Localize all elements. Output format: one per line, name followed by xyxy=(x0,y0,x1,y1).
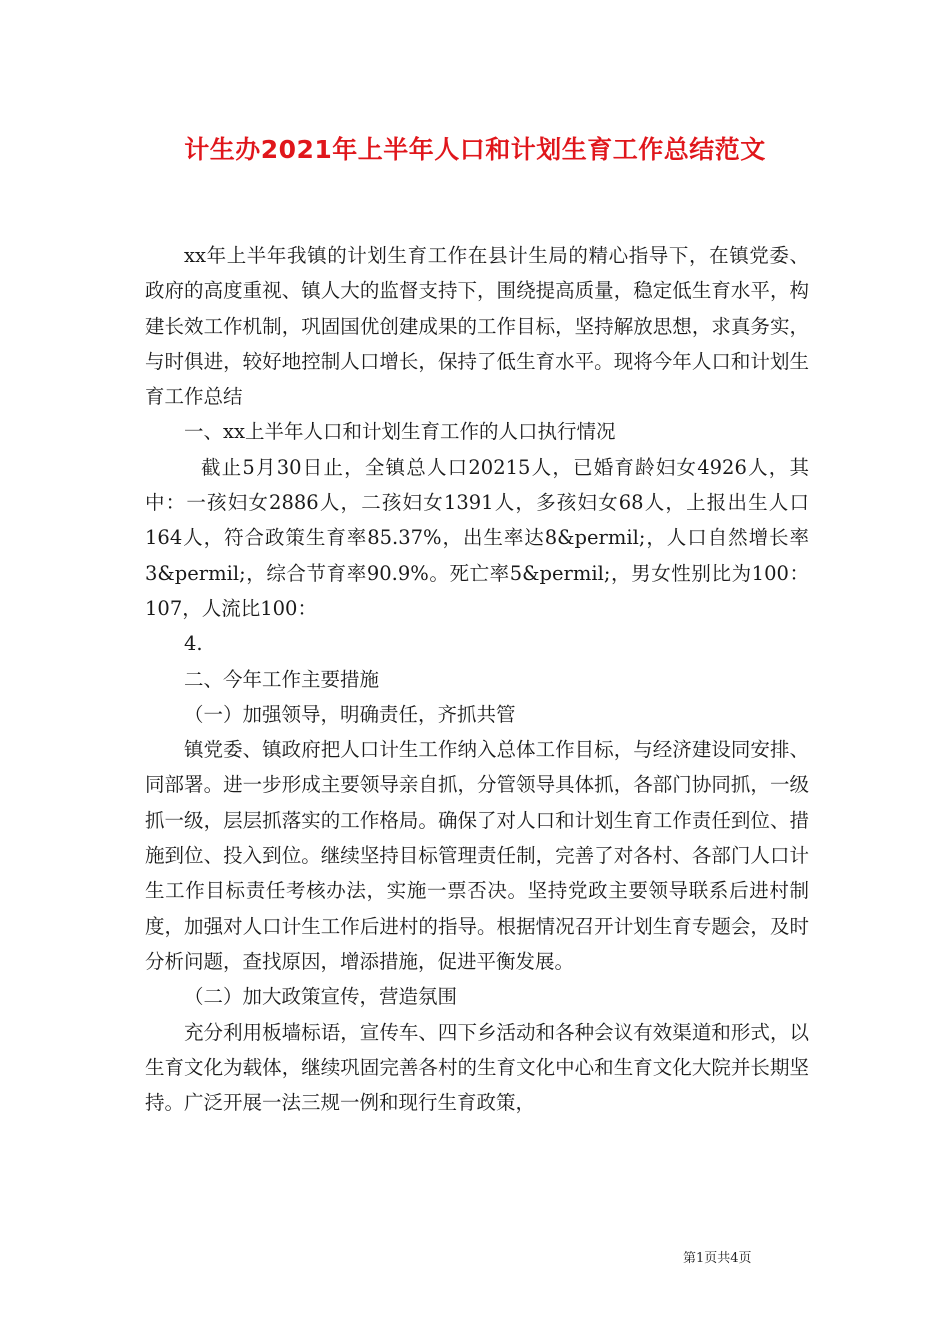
document-title: 计生办2021年上半年人口和计划生育工作总结范文 xyxy=(184,135,766,164)
page-number: 第1页共4页 xyxy=(683,1251,752,1266)
subsection-heading-1: （一）加强领导，明确责任，齐抓共管 xyxy=(184,702,516,726)
paragraph-statistics: 截止5月30日止，全镇总人口20215人，已婚育龄妇女4926人，其中：一孩妇女2886人，二孩妇女1391人，多孩妇女68人，上报出生人口164人，符合政策生育率85.37%，出生率达8&permil;，人口自然增长率3&permil;，综合节育率90.9%。死亡率5&permil;，男女性别比为100：107，人流比100： xyxy=(145,455,809,620)
document-body xyxy=(145,238,809,1120)
paragraph-statistics-end: 4. xyxy=(184,632,203,656)
section-heading-2: 二、今年工作主要措施 xyxy=(184,667,380,691)
paragraph-leadership: 镇党委、镇政府把人口计生工作纳入总体工作目标，与经济建设同安排、同部署。进一步形成主要领导亲自抓，分管领导具体抓，各部门协同抓，一级抓一级，层层抓落实的工作格局。确保了对人口和计划生育工作责任到位、措施到位、投入到位。继续坚持目标管理责任制，完善了对各村、各部门人口计生工作目标责任考核办法，实施一票否决。坚持党政主要领导联系后进村制度，加强对人口计生工作后进村的指导。根据情况召开计划生育专题会，及时分析问题，查找原因，增添措施，促进平衡发展。 xyxy=(145,738,809,973)
paragraph-intro: xx年上半年我镇的计划生育工作在县计生局的精心指导下，在镇党委、政府的高度重视、镇人大的监督支持下，围绕提高质量，稳定低生育水平，构建长效工作机制，巩固国优创建成果的工作目标，坚持解放思想，求真务实，与时俱进，较好地控制人口增长，保持了低生育水平。现将今年人口和计划生育工作总结 xyxy=(145,244,809,409)
subsection-heading-2: （二）加大政策宣传，营造氛围 xyxy=(184,985,458,1009)
paragraph-publicity: 充分利用板墙标语，宣传车、四下乡活动和各种会议有效渠道和形式，以生育文化为载体，继续巩固完善各村的生育文化中心和生育文化大院并长期坚持。广泛开展一法三规一例和现行生育政策， xyxy=(145,1020,809,1115)
section-heading-1: 一、xx上半年人口和计划生育工作的人口执行情况 xyxy=(184,420,616,444)
